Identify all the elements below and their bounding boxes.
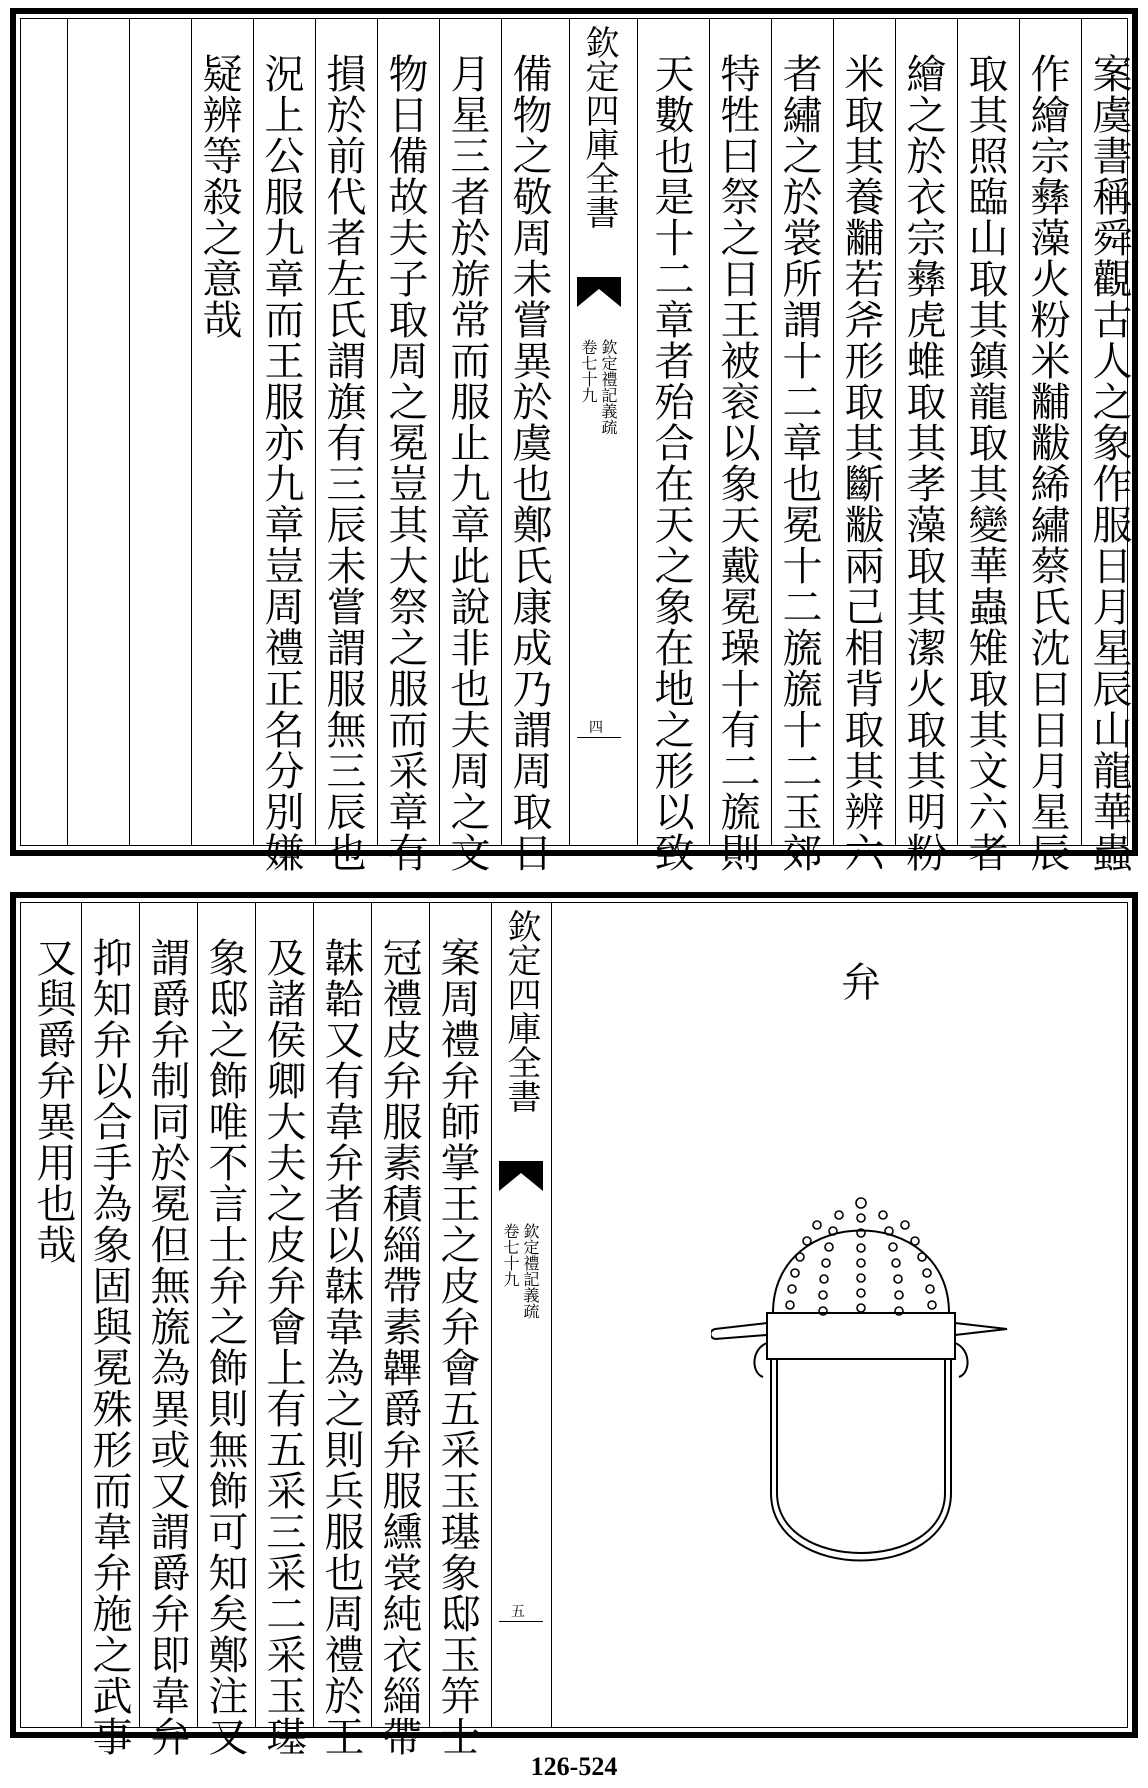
column-rule [197, 903, 198, 1727]
book-title: 欽定四庫全書 [579, 25, 619, 229]
column-rule [139, 903, 140, 1727]
column-rule [371, 903, 372, 1727]
text-column: 況上公服九章而王服亦九章豈周禮正名分別嫌 [258, 53, 304, 873]
volume-chapter: 卷七十九 [501, 1223, 520, 1287]
text-column: 作繪宗彝藻火粉米黼黻絺繡蔡氏沈曰日月星辰 [1024, 53, 1070, 873]
volume-title: 欽定禮記義疏 [521, 1223, 540, 1319]
text-column: 取其照臨山取其鎮龍取其變華蟲雉取其文六者 [962, 53, 1008, 873]
center-rule [499, 1621, 543, 1622]
text-column: 特牲曰祭之日王被衮以象天戴冕璪十有二旒則 [714, 53, 760, 873]
fish-tail-mark-icon [577, 277, 621, 307]
column-rule [833, 19, 834, 845]
column-rule [255, 903, 256, 1727]
illustration-title: 弁 [841, 960, 881, 1006]
column-rule [551, 903, 552, 1727]
center-rule [577, 737, 621, 738]
column-rule [1081, 19, 1082, 845]
text-column: 又與爵弁異用也哉 [30, 937, 76, 1265]
volume-title: 欽定禮記義疏 [599, 339, 618, 435]
column-rule [957, 19, 958, 845]
column-rule [253, 19, 254, 845]
column-rule [501, 19, 502, 845]
column-rule [491, 903, 492, 1727]
column-rule [429, 903, 430, 1727]
text-column: 米取其養黼若斧形取其斷黻兩己相背取其辨六 [838, 53, 884, 873]
column-rule [81, 903, 82, 1727]
text-column: 冠禮皮弁服素積緇帶素韠爵弁服纁裳純衣緇帶 [376, 937, 422, 1757]
center-margin [495, 903, 547, 1727]
text-column: 繪之於衣宗彝虎蜼取其孝藻取其潔火取其明粉 [900, 53, 946, 873]
leaf-number: 五 [511, 1604, 525, 1620]
lower-page [10, 892, 1138, 1757]
center-margin [573, 19, 625, 845]
text-column: 及諸侯卿大夫之皮弁會上有五采三采二采玉璂 [260, 937, 306, 1757]
column-rule [771, 19, 772, 845]
column-rule [313, 903, 314, 1727]
column-rule [191, 19, 192, 845]
bian-cap-drawing-icon [711, 1163, 1011, 1593]
column-rule [709, 19, 710, 845]
column-rule [569, 19, 570, 845]
column-rule [895, 19, 896, 845]
column-rule [637, 19, 638, 845]
column-rule [377, 19, 378, 845]
upper-page-frame [20, 18, 1132, 873]
column-rule [129, 19, 130, 845]
text-column: 疑辨等殺之意哉 [196, 53, 242, 340]
text-column: 韎韐又有韋弁者以韎韋為之則兵服也周禮於王 [318, 937, 364, 1757]
text-column: 象邸之飾唯不言士弁之飾則無飾可知矣鄭注又 [202, 937, 248, 1757]
text-column: 備物之敬周未嘗異於虞也鄭氏康成乃謂周取日 [506, 53, 552, 873]
lower-page-frame [20, 902, 1128, 1757]
column-rule [67, 19, 68, 845]
text-column: 物日備故夫子取周之冕豈其大祭之服而采章有 [382, 53, 428, 873]
volume-chapter: 卷七十九 [579, 339, 598, 403]
column-rule [1019, 19, 1020, 845]
fish-tail-mark-icon [499, 1161, 543, 1191]
column-rule [315, 19, 316, 845]
text-column: 月星三者於旂常而服止九章此說非也夫周之文 [444, 53, 490, 873]
leaf-number: 四 [589, 720, 603, 736]
text-column: 抑知弁以合手為象固與冕殊形而韋弁施之武事 [86, 937, 132, 1757]
column-rule [439, 19, 440, 845]
text-column: 案周禮弁師掌王之皮弁會五采玉璂象邸玉笄士 [434, 937, 480, 1757]
text-column: 者繡之於裳所謂十二章也冕十二旒旒十二玉郊 [776, 53, 822, 873]
page-reference: 126-524 [530, 1752, 618, 1781]
book-title: 欽定四庫全書 [501, 909, 541, 1113]
text-column: 謂爵弁制同於冕但無旒為異或又謂爵弁即韋弁 [144, 937, 190, 1757]
text-column: 損於前代者左氏謂旗有三辰未嘗謂服無三辰也 [320, 53, 366, 873]
text-column: 案虞書稱舜觀古人之象作服日月星辰山龍華蟲 [1086, 53, 1132, 873]
upper-page [10, 8, 1138, 873]
text-column: 天數也是十二章者殆合在天之象在地之形以致 [648, 53, 694, 873]
